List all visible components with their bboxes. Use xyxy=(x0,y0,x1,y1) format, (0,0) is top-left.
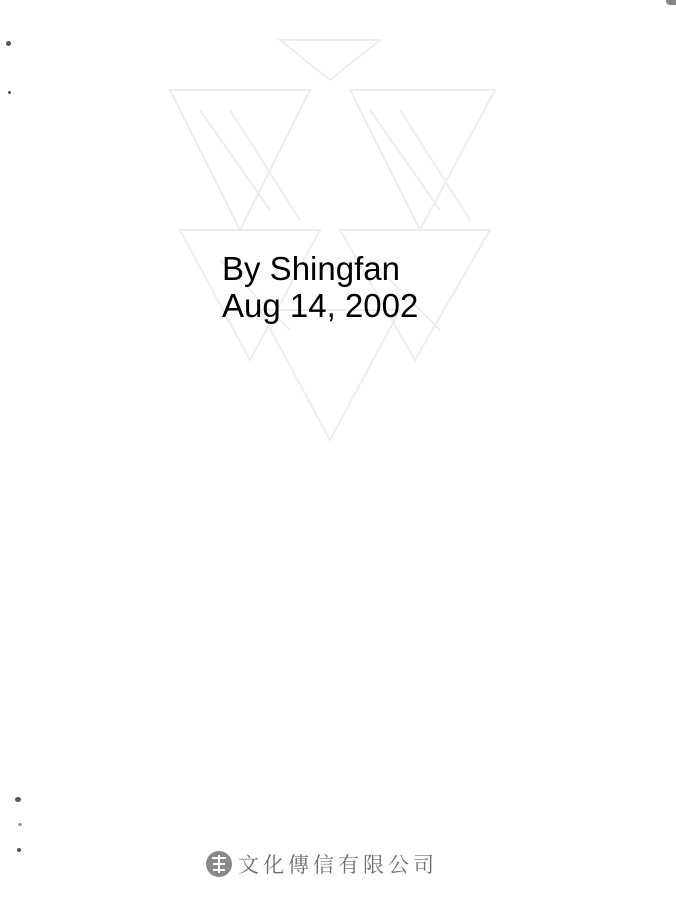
logo-watermark-icon xyxy=(160,30,500,450)
scan-speck xyxy=(8,91,11,94)
credit-block xyxy=(222,250,418,324)
scan-speck xyxy=(6,41,11,46)
date-line: Aug 14, 2002 xyxy=(222,287,419,324)
scan-speck xyxy=(18,823,22,826)
publisher-footer xyxy=(204,848,438,880)
author-line: By Shingfan xyxy=(222,250,400,287)
scan-speck xyxy=(15,797,21,802)
scan-mark xyxy=(666,0,676,5)
publisher-seal-icon xyxy=(204,849,234,879)
scan-speck xyxy=(17,848,21,852)
publisher-name: 文化傳信有限公司 xyxy=(238,853,438,877)
